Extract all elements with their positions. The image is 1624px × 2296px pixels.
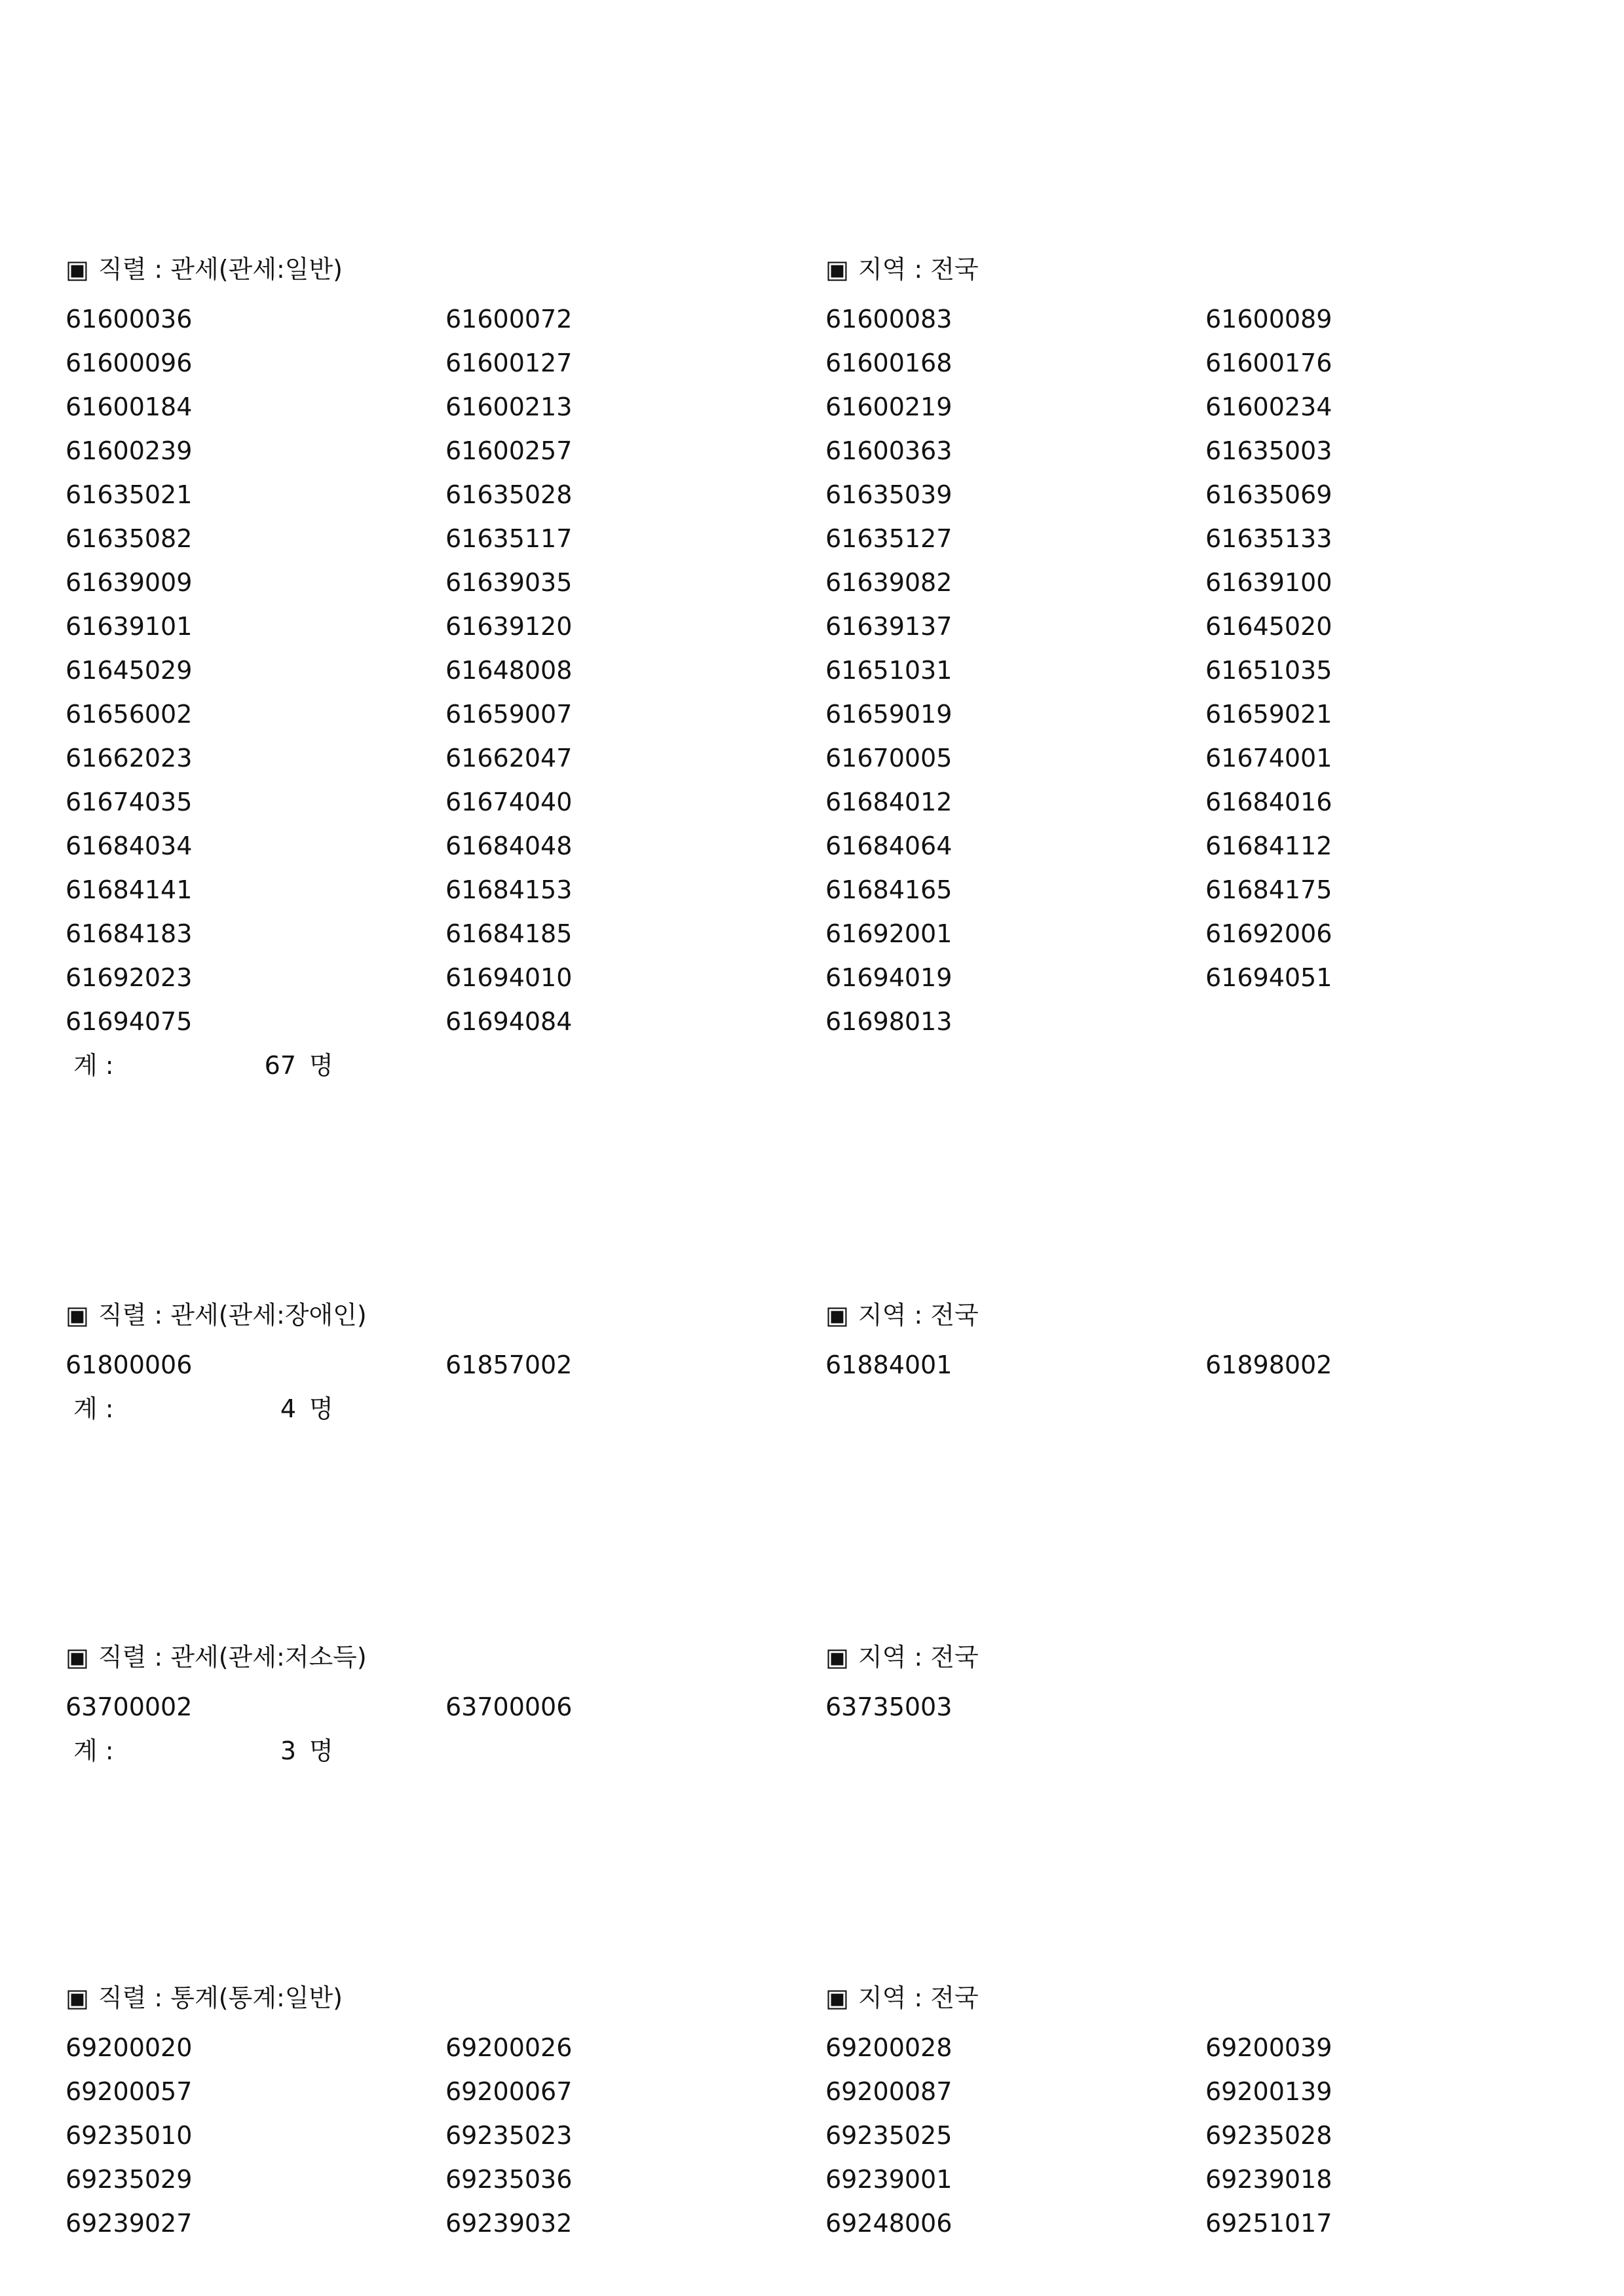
- exam-number: 69235025: [825, 2121, 953, 2150]
- exam-number: 61600176: [1205, 349, 1332, 377]
- exam-number: 61648008: [445, 656, 573, 685]
- exam-number: 61635021: [66, 480, 193, 509]
- exam-number: 61639082: [825, 568, 953, 597]
- exam-number: 69200057: [66, 2077, 193, 2106]
- exam-number: 61635069: [1205, 480, 1332, 509]
- exam-number: 61600239: [66, 436, 193, 465]
- exam-number: 61639137: [825, 612, 953, 641]
- exam-number: 69200028: [825, 2033, 953, 2062]
- region-label: 지역 : 전국: [858, 1983, 979, 2012]
- job-series-header: [66, 1303, 367, 1328]
- exam-number: 61692006: [1205, 919, 1332, 948]
- exam-number: 61674035: [66, 788, 193, 816]
- exam-number: 61694051: [1205, 963, 1332, 992]
- total-label: 계 :: [73, 1051, 114, 1080]
- exam-number: 61659007: [445, 700, 573, 729]
- exam-number: 61635028: [445, 480, 573, 509]
- exam-number-grid: [66, 307, 1467, 1053]
- section-header: [0, 1985, 1624, 2018]
- exam-number: 61684112: [1205, 832, 1332, 860]
- exam-number: 61656002: [66, 700, 193, 729]
- total-label: 계 :: [73, 1736, 114, 1765]
- region-header: [825, 257, 979, 282]
- exam-number: 69200039: [1205, 2033, 1332, 2062]
- exam-number: 61639120: [445, 612, 573, 641]
- exam-number: 61684183: [66, 919, 193, 948]
- exam-number: 69239001: [825, 2165, 953, 2194]
- exam-number: 61639100: [1205, 568, 1332, 597]
- total-unit: 명: [309, 1051, 333, 1080]
- exam-number: 61639035: [445, 568, 573, 597]
- exam-number: 61600127: [445, 349, 573, 377]
- exam-number: 69235010: [66, 2121, 193, 2150]
- exam-number-grid: [66, 1352, 1467, 1396]
- total-count: 3: [280, 1736, 296, 1765]
- exam-number: 61635003: [1205, 436, 1332, 465]
- exam-number: 61600072: [445, 305, 573, 334]
- exam-number: 61600083: [825, 305, 953, 334]
- exam-number: 69200020: [66, 2033, 193, 2062]
- total-unit: 명: [309, 1394, 333, 1423]
- exam-number: 61694075: [66, 1007, 193, 1036]
- exam-number: 61800006: [66, 1350, 193, 1379]
- exam-number: 61600234: [1205, 392, 1332, 421]
- exam-number: 69239018: [1205, 2165, 1332, 2194]
- exam-number: 61639101: [66, 612, 193, 641]
- region-label: 지역 : 전국: [858, 1643, 979, 1672]
- exam-number: 61694010: [445, 963, 573, 992]
- total-count: 67: [264, 1051, 296, 1080]
- region-label: 지역 : 전국: [858, 255, 979, 284]
- square-marker-icon: ▣: [825, 1643, 849, 1672]
- section-header: [0, 1645, 1624, 1677]
- job-series-label: 직렬 : 관세(관세:장애인): [98, 1301, 367, 1330]
- exam-number: 61600363: [825, 436, 953, 465]
- exam-number: 61857002: [445, 1350, 573, 1379]
- total-count: 4: [280, 1394, 296, 1423]
- exam-number: 61692023: [66, 963, 193, 992]
- total-unit: 명: [309, 1736, 333, 1765]
- exam-number: 61684141: [66, 875, 193, 904]
- exam-number: 61684048: [445, 832, 573, 860]
- exam-number: 61651035: [1205, 656, 1332, 685]
- exam-number: 61694084: [445, 1007, 573, 1036]
- exam-number: 61659019: [825, 700, 953, 729]
- section-total: [73, 1396, 333, 1421]
- exam-number: 61600213: [445, 392, 573, 421]
- exam-number: 61645020: [1205, 612, 1332, 641]
- exam-number: 61635039: [825, 480, 953, 509]
- job-series-label: 직렬 : 관세(관세:일반): [98, 255, 343, 284]
- exam-number: 63700006: [445, 1693, 573, 1721]
- exam-number: 61684185: [445, 919, 573, 948]
- region-label: 지역 : 전국: [858, 1301, 979, 1330]
- job-series-header: [66, 257, 343, 282]
- exam-number: 63735003: [825, 1693, 953, 1721]
- exam-number: 61698013: [825, 1007, 953, 1036]
- exam-number: 61684165: [825, 875, 953, 904]
- exam-number: 61692001: [825, 919, 953, 948]
- exam-number: 69200139: [1205, 2077, 1332, 2106]
- section-header: [0, 1303, 1624, 1335]
- job-series-label: 직렬 : 관세(관세:저소득): [98, 1643, 367, 1672]
- exam-number: 61600184: [66, 392, 193, 421]
- exam-number: 61684016: [1205, 788, 1332, 816]
- exam-number: 61600257: [445, 436, 573, 465]
- square-marker-icon: ▣: [66, 1643, 89, 1672]
- exam-number: 61674001: [1205, 744, 1332, 773]
- exam-number: 61635133: [1205, 524, 1332, 553]
- exam-number: 61600089: [1205, 305, 1332, 334]
- total-label: 계 :: [73, 1394, 114, 1423]
- exam-number: 61684153: [445, 875, 573, 904]
- region-header: [825, 1645, 979, 1670]
- exam-number: 61670005: [825, 744, 953, 773]
- exam-number: 61694019: [825, 963, 953, 992]
- exam-number: 61684175: [1205, 875, 1332, 904]
- section-total: [73, 1053, 333, 1078]
- exam-number: 61635127: [825, 524, 953, 553]
- exam-number: 69251017: [1205, 2209, 1332, 2238]
- exam-number-grid: [66, 1694, 1467, 1738]
- exam-number: 63700002: [66, 1693, 193, 1721]
- square-marker-icon: ▣: [825, 1301, 849, 1330]
- exam-number: 61884001: [825, 1350, 953, 1379]
- square-marker-icon: ▣: [825, 255, 849, 284]
- exam-number: 69200026: [445, 2033, 573, 2062]
- exam-number: 61674040: [445, 788, 573, 816]
- section-header: [0, 257, 1624, 290]
- exam-number: 69235023: [445, 2121, 573, 2150]
- exam-number: 61600219: [825, 392, 953, 421]
- square-marker-icon: ▣: [825, 1983, 849, 2012]
- exam-number: 69235028: [1205, 2121, 1332, 2150]
- region-header: [825, 1303, 979, 1328]
- exam-number: 61635117: [445, 524, 573, 553]
- exam-number: 61684012: [825, 788, 953, 816]
- exam-number: 61898002: [1205, 1350, 1332, 1379]
- square-marker-icon: ▣: [66, 1983, 89, 2012]
- exam-number: 61662047: [445, 744, 573, 773]
- square-marker-icon: ▣: [66, 1301, 89, 1330]
- exam-number: 69248006: [825, 2209, 953, 2238]
- job-series-header: [66, 1985, 343, 2010]
- exam-number: 61600168: [825, 349, 953, 377]
- exam-number: 61645029: [66, 656, 193, 685]
- region-header: [825, 1985, 979, 2010]
- exam-number: 69239027: [66, 2209, 193, 2238]
- job-series-label: 직렬 : 통계(통계:일반): [98, 1983, 343, 2012]
- exam-number: 61662023: [66, 744, 193, 773]
- exam-number: 69200087: [825, 2077, 953, 2106]
- exam-number: 61635082: [66, 524, 193, 553]
- exam-number: 69235029: [66, 2165, 193, 2194]
- exam-number: 61659021: [1205, 700, 1332, 729]
- exam-number: 61600036: [66, 305, 193, 334]
- job-series-header: [66, 1645, 367, 1670]
- exam-number: 69235036: [445, 2165, 573, 2194]
- exam-number: 69200067: [445, 2077, 573, 2106]
- exam-number: 61684034: [66, 832, 193, 860]
- exam-number: 61651031: [825, 656, 953, 685]
- exam-number: 61639009: [66, 568, 193, 597]
- exam-number: 61600096: [66, 349, 193, 377]
- section-total: [73, 1738, 333, 1763]
- exam-number-grid: [66, 2035, 1467, 2255]
- exam-number: 69239032: [445, 2209, 573, 2238]
- exam-number: 61684064: [825, 832, 953, 860]
- square-marker-icon: ▣: [66, 255, 89, 284]
